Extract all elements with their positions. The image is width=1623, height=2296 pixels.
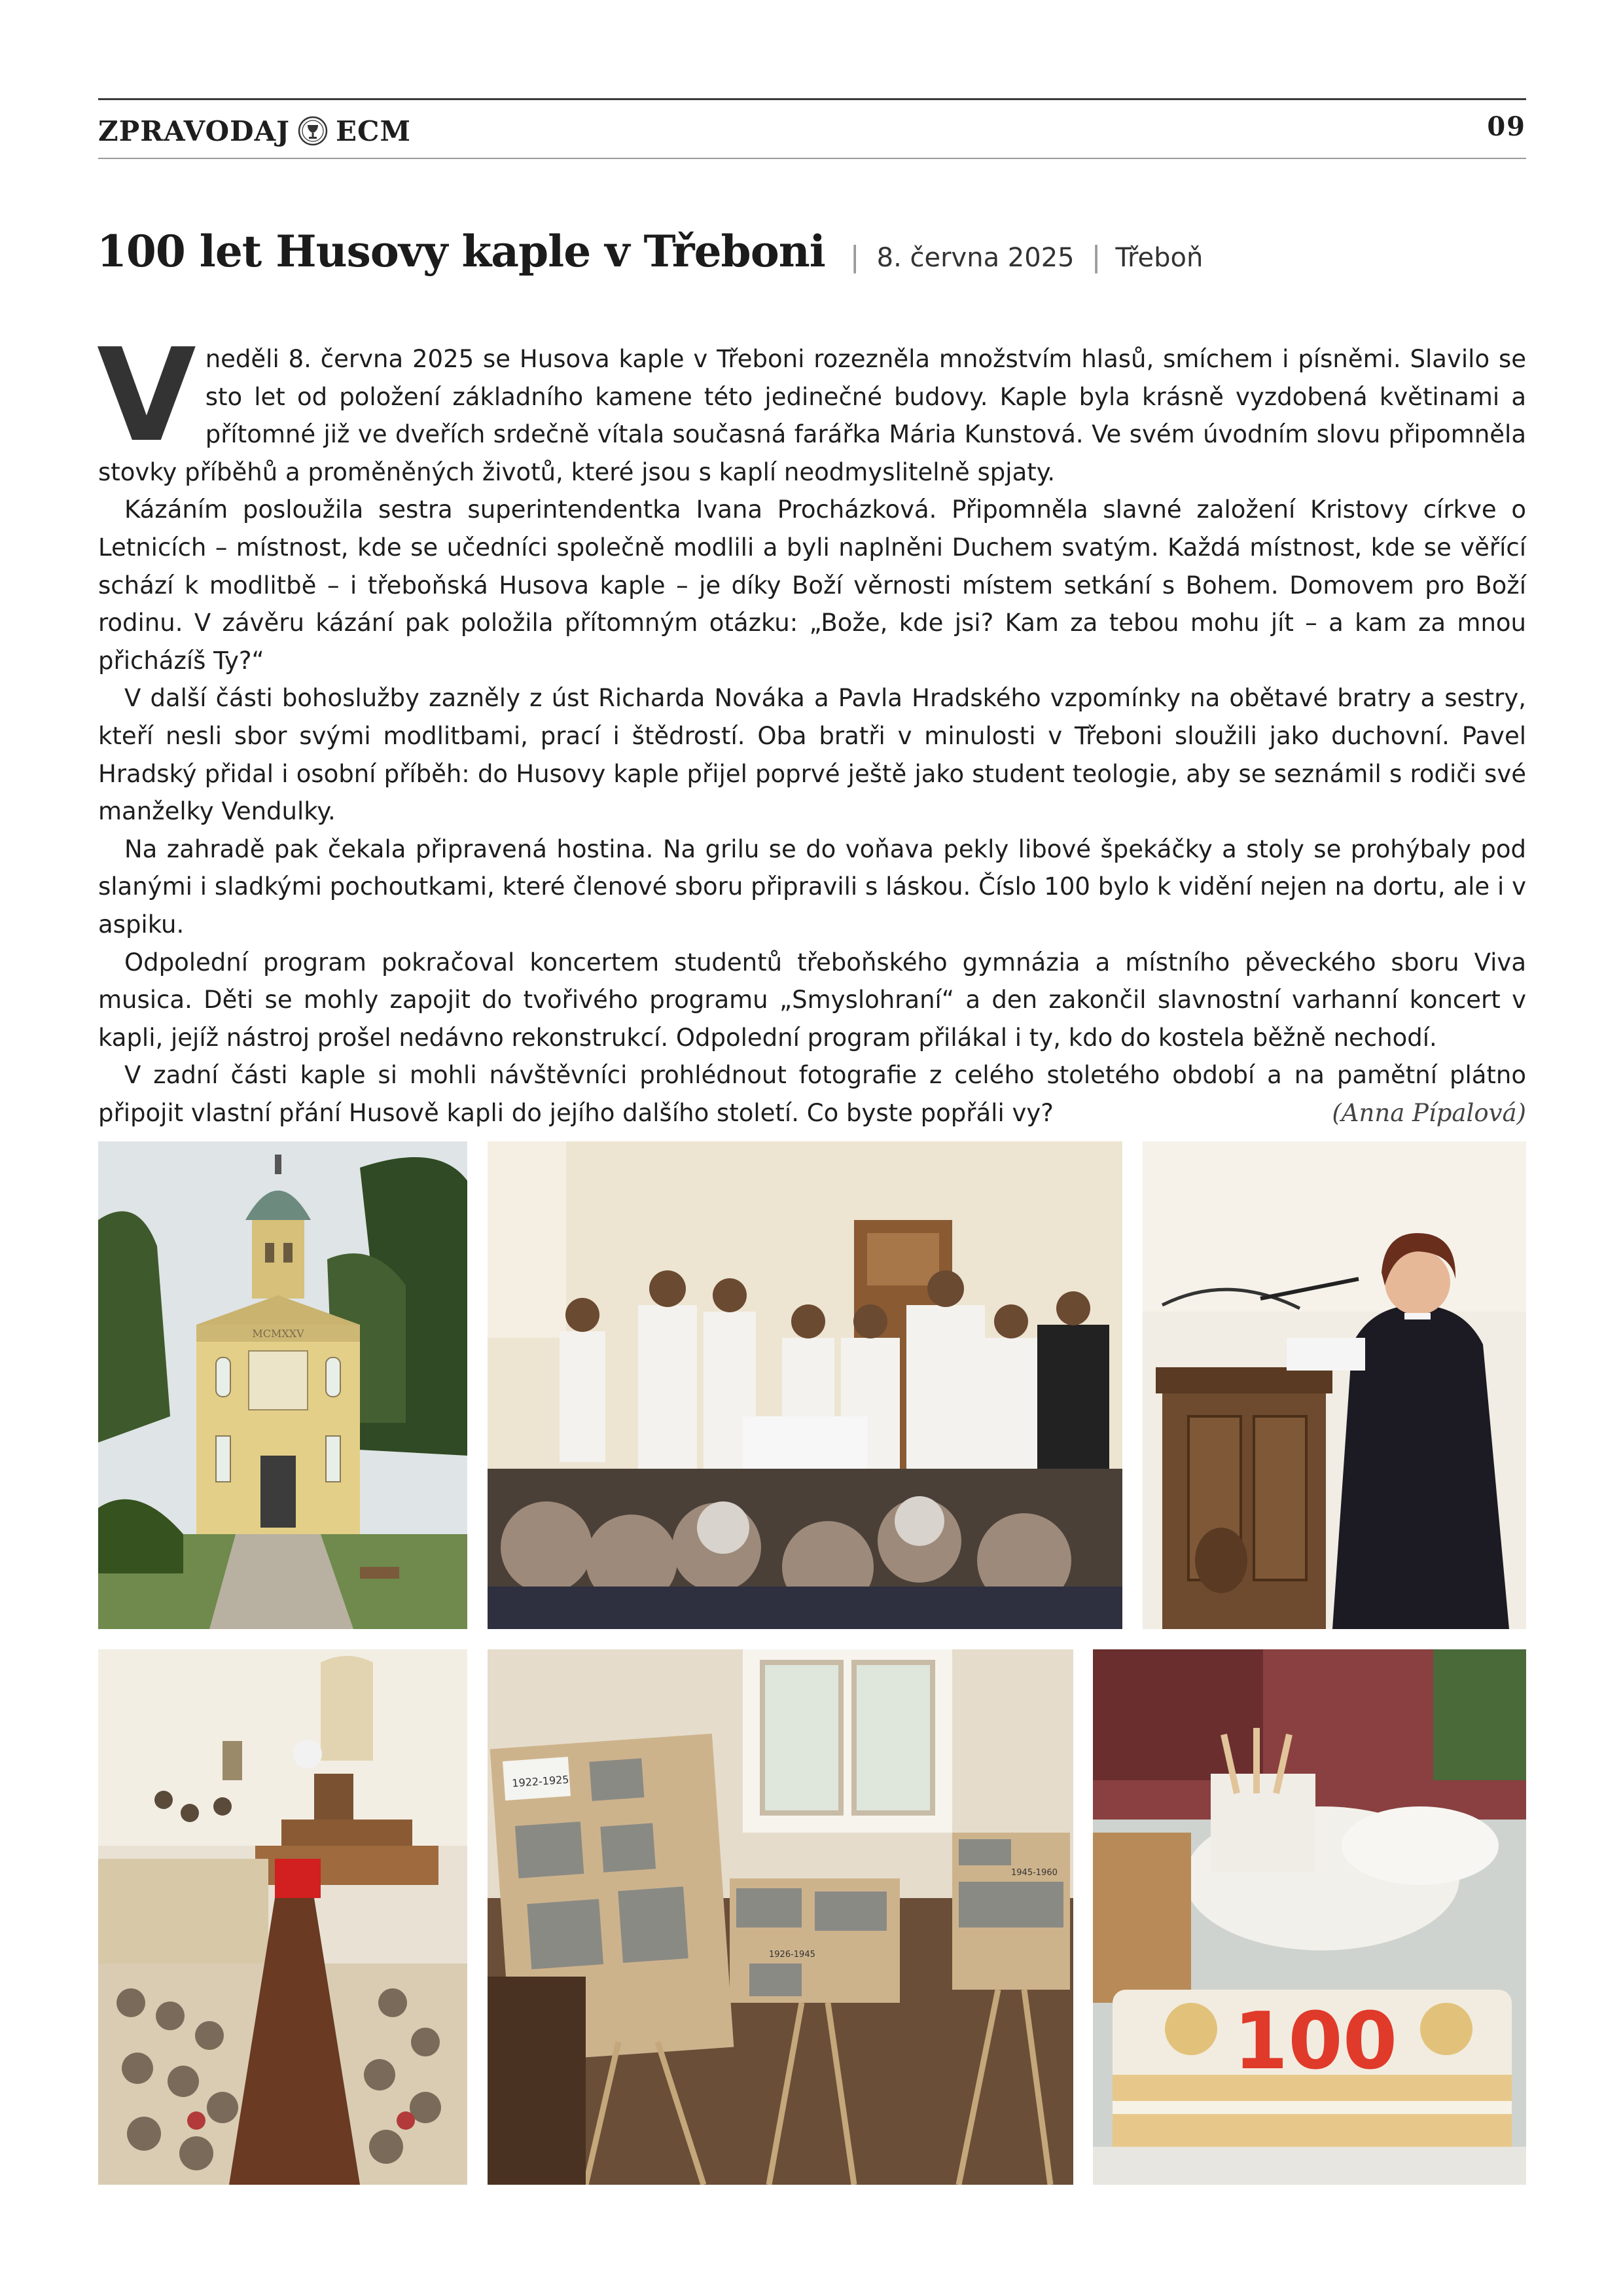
photo-preacher bbox=[1143, 1141, 1526, 1629]
paragraph-6-text: V zadní části kaple si mohli návštěvníci prohlédnout fotografie z celého stoletého období a na pamětní plátno připojit vlastní přání Husově kapli do jejího dalšího století. Co byste popřáli vy? bbox=[98, 1061, 1526, 1127]
masthead bbox=[98, 113, 411, 149]
photo-church-exterior bbox=[98, 1141, 467, 1629]
photo-exhibition bbox=[488, 1649, 1073, 2185]
facade-year-text: MCMXXV bbox=[252, 1327, 304, 1340]
photo-chapel-interior bbox=[98, 1649, 467, 2185]
paragraph-1 bbox=[97, 321, 1526, 491]
header-rule-bottom bbox=[98, 158, 1526, 159]
title-separator: | bbox=[849, 240, 860, 274]
article-date: 8. června 2025 bbox=[876, 243, 1075, 273]
chalice-seal-icon bbox=[298, 116, 328, 146]
masthead-right: ECM bbox=[336, 115, 411, 147]
photo-cake bbox=[1093, 1649, 1526, 2185]
paragraph-2: Kázáním posloužila sestra superintendentka Ivana Procházková. Připomněla slavné založení Kristovy církve o Letnicích – místnost, kde se učedníci společně modlili a byli naplněni Duchem svatým. Každá místnost, kde se věřící schází k modlitbě – i třeboňská Husova kaple – je díky Boží věrnosti místem setkání s Bohem. Domovem pro Boží rodinu. V závěru kázání pak položila přítomným otázku: „Bože, kde jsi? Kam za tebou mohu jít – a kam za mnou přicházíš Ty?“ bbox=[98, 495, 1526, 675]
exhibit-label-1: 1922-1925 bbox=[511, 1773, 570, 1790]
dropcap: V bbox=[97, 321, 196, 471]
author-signature: (Anna Pípalová) bbox=[1332, 1098, 1526, 1127]
paragraph-1-text: neděli 8. června 2025 se Husova kaple v Třeboni rozezněla množstvím hlasů, smíchem i písněmi. Slavilo se sto let od položení základního kamene této jedinečné budovy. Kaple byla krásně vyzdobená květinami a přítomné již ve dveřích srdečně vítala současná farářka Mária Kunstová. Ve svém úvodním slovu připomněla stovky příběhů a proměněných životů, které jsou s kaplí neodmyslitelně spjaty. bbox=[98, 345, 1526, 486]
paragraph-6 bbox=[98, 1056, 1526, 1132]
article-place: Třeboň bbox=[1115, 243, 1204, 273]
cake-number-text: 100 bbox=[1233, 1996, 1398, 2087]
page-number: 09 bbox=[1487, 111, 1526, 142]
exhibit-label-3: 1945-1960 bbox=[1011, 1868, 1058, 1878]
photo-choir bbox=[488, 1141, 1122, 1629]
paragraph-4: Na zahradě pak čekala připravená hostina. Na grilu se do voňava pekly libové špekáčky a stoly se prohýbaly pod slanými i sladkými pochoutkami, které členové sboru připravili s láskou. Číslo 100 bylo k vidění nejen na dortu, ale i v aspiku. bbox=[98, 834, 1526, 939]
article-title: 100 let Husovy kaple v Třeboni bbox=[97, 226, 825, 277]
article-heading bbox=[97, 226, 1203, 298]
paragraph-5: Odpolední program pokračoval koncertem studentů třeboňského gymnázia a místního pěveckého sboru Viva musica. Děti se mohly zapojit do tvořivého programu „Smyslohraní“ a den zakončil slavnostní varhanní koncert v kapli, jejíž nástroj prošel nedávno rekonstrukcí. Odpolední program přilákal i ty, kdo do kostela běžně nechodí. bbox=[98, 948, 1526, 1052]
paragraph-3: V další části bohoslužby zazněly z úst Richarda Nováka a Pavla Hradského vzpomínky na obětavé bratry a sestry, kteří nesli sbor svými modlitbami, prací i štědrostí. Oba bratři v minulosti v Třeboni sloužili jako duchovní. Pavel Hradský přidal i osobní příběh: do Husovy kaple přijel poprvé ještě jako student teologie, aby se seznámil s rodiči své manželky Vendulky. bbox=[98, 684, 1526, 826]
exhibit-label-2: 1926-1945 bbox=[769, 1950, 815, 1960]
article-body bbox=[97, 321, 1526, 1132]
header-rule-top bbox=[98, 98, 1526, 100]
masthead-left: ZPRAVODAJ bbox=[98, 115, 290, 147]
meta-separator: | bbox=[1091, 240, 1101, 274]
